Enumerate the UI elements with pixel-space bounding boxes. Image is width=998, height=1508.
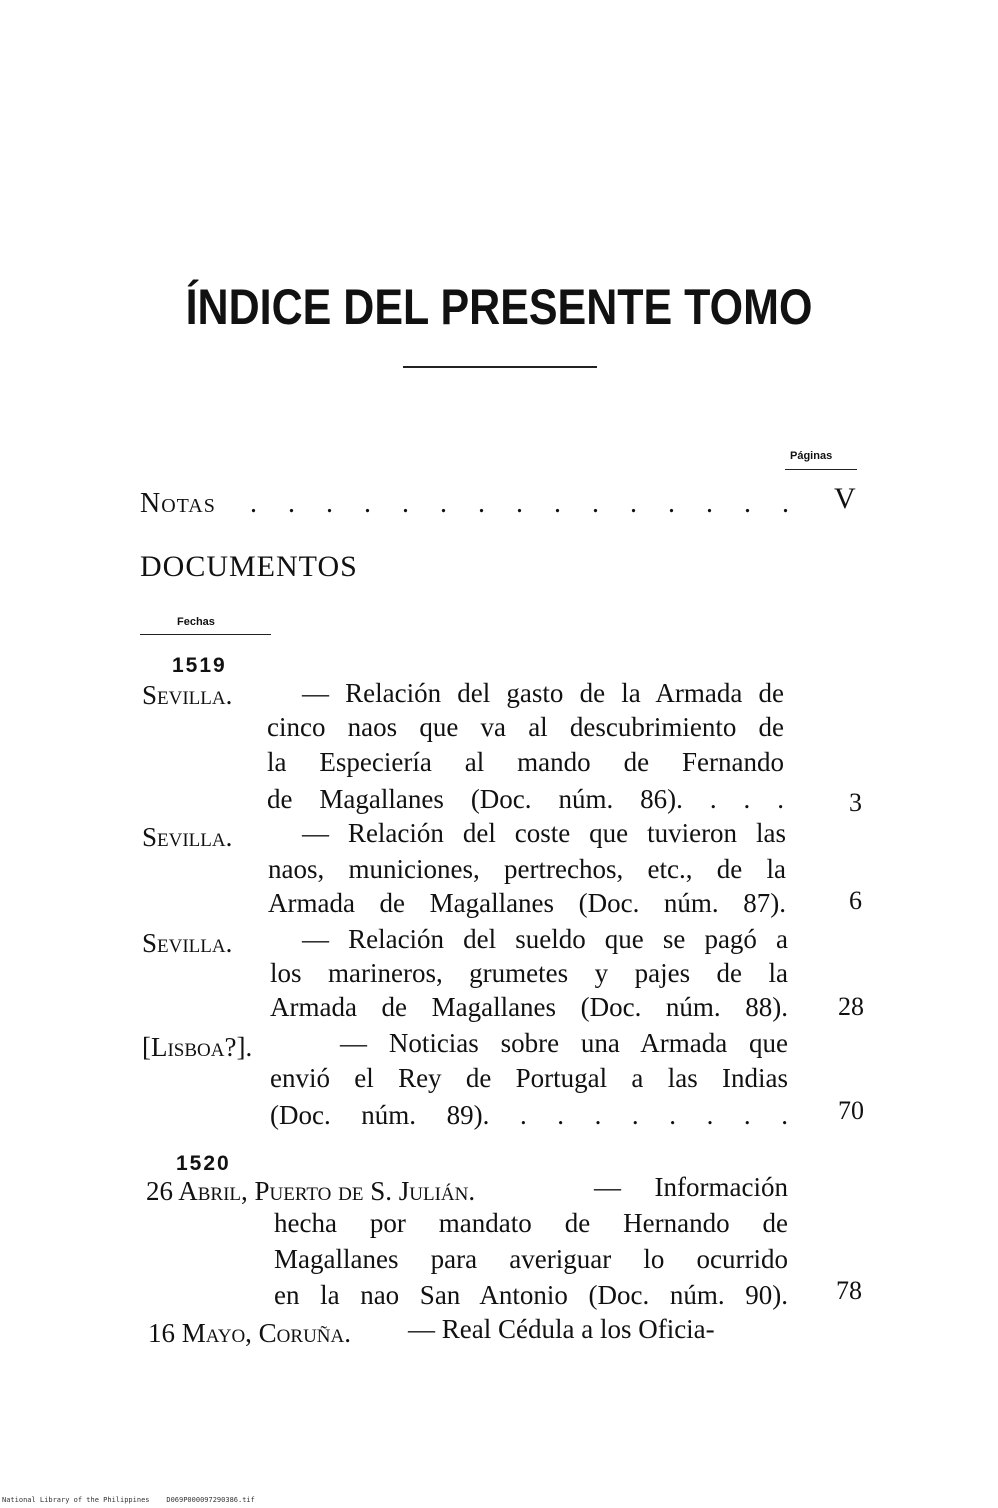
- entry-page-number: 70: [838, 1096, 864, 1125]
- notas-label: Notas: [140, 488, 216, 519]
- documentos-heading: DOCUMENTOS: [140, 550, 358, 583]
- entry-line: en la nao San Antonio (Doc. núm. 90).: [274, 1280, 788, 1310]
- year-heading: 1519: [172, 654, 227, 677]
- entry-place: Sevilla.: [142, 822, 233, 852]
- entry-line: los marineros, grumetes y pajes de la: [270, 958, 788, 988]
- entry-line: envió el Rey de Portugal a las Indias: [270, 1063, 788, 1093]
- entry-line: — Información: [594, 1172, 788, 1202]
- entry-line: cinco naos que va al descubrimiento de: [267, 712, 784, 742]
- fechas-header: Fechas: [177, 616, 215, 628]
- notas-page-number: V: [834, 482, 856, 515]
- entry-place: 26 Abril, Puerto de S. Julián.: [146, 1176, 476, 1206]
- fechas-underline: [140, 634, 271, 635]
- entry-line: — Relación del coste que tuvieron las: [302, 818, 786, 848]
- entry-place: 16 Mayo, Coruña.: [148, 1318, 351, 1348]
- entry-line: Armada de Magallanes (Doc. núm. 88).: [270, 992, 788, 1022]
- entry-line: de Magallanes (Doc. núm. 86). . . .: [267, 784, 784, 814]
- entry-line: hecha por mandato de Hernando de: [274, 1208, 788, 1238]
- entry-line: naos, municiones, pertrechos, etc., de la: [268, 854, 786, 884]
- entry-line: Armada de Magallanes (Doc. núm. 87).: [268, 888, 786, 918]
- entry-line: — Real Cédula a los Oficia-: [408, 1314, 715, 1344]
- entry-place: Sevilla.: [142, 928, 233, 958]
- scan-footer-label: National Library of the Philippines D069P000097290386.tif: [2, 1496, 255, 1504]
- entry-page-number: 78: [836, 1276, 862, 1305]
- page-title: ÍNDICE DEL PRESENTE TOMO: [185, 279, 813, 335]
- year-heading: 1520: [176, 1152, 231, 1175]
- entry-line: Magallanes para averiguar lo ocurrido: [274, 1244, 788, 1274]
- entry-page-number: 6: [849, 886, 862, 915]
- entry-place: [Lisboa?].: [142, 1032, 253, 1062]
- title-divider: [403, 366, 597, 368]
- entry-place: Sevilla.: [142, 680, 233, 710]
- entry-line: — Relación del gasto de la Armada de: [302, 678, 784, 708]
- notas-leader-dots: . . . . . . . . . . . . . . .: [250, 488, 801, 519]
- paginas-underline: [785, 469, 857, 470]
- entry-line: la Especiería al mando de Fernando: [267, 747, 784, 777]
- entry-page-number: 28: [838, 992, 864, 1021]
- entry-page-number: 3: [849, 788, 862, 817]
- entry-line: — Relación del sueldo que se pagó a: [302, 924, 788, 954]
- paginas-header: Páginas: [790, 450, 833, 462]
- entry-line: — Noticias sobre una Armada que: [340, 1028, 788, 1058]
- entry-line: (Doc. núm. 89). . . . . . . . .: [270, 1100, 788, 1130]
